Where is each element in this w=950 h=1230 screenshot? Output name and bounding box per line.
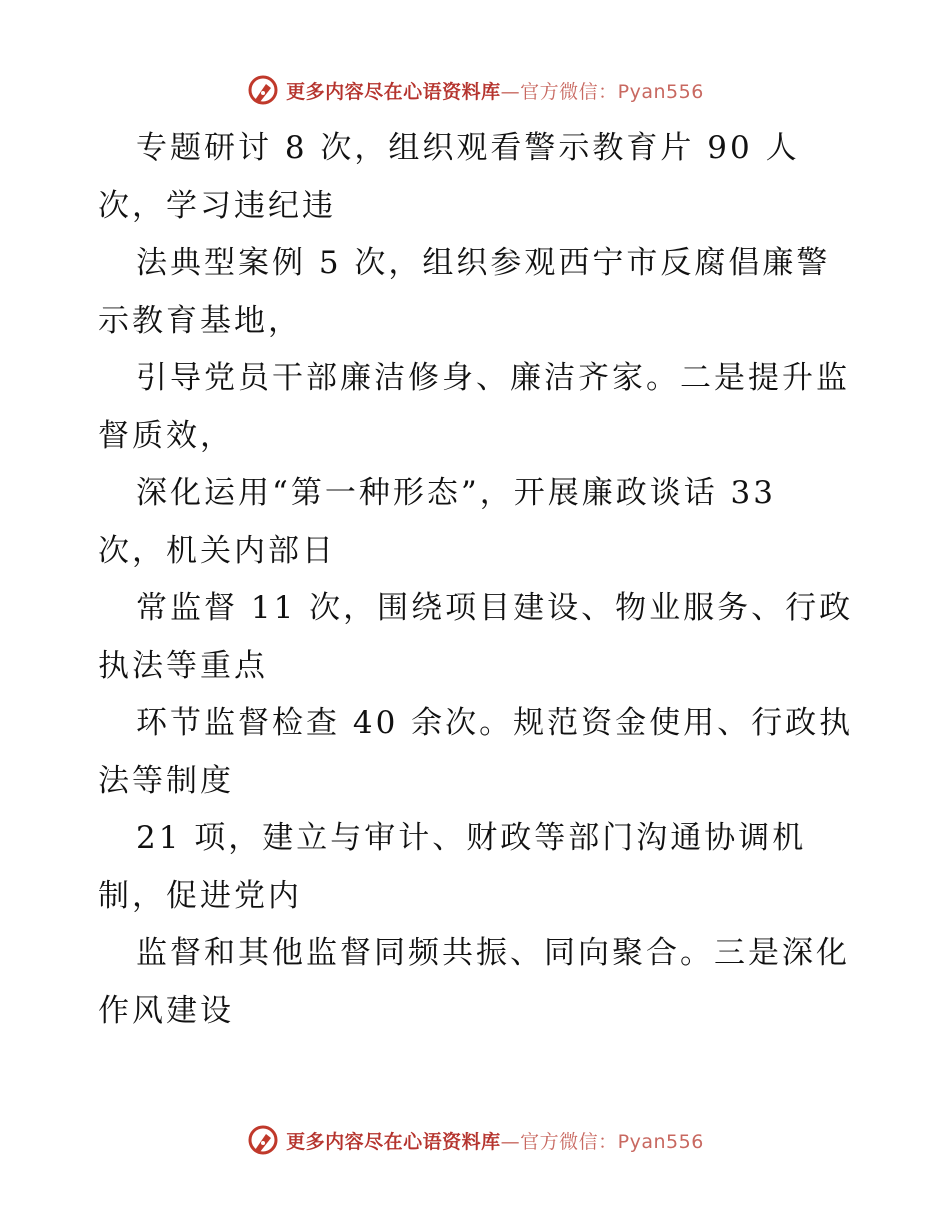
footer-banner-wechat: —官方微信：Pyan556	[500, 1130, 704, 1153]
pen-nib-logo-icon	[246, 1123, 280, 1157]
pen-nib-logo-icon	[246, 73, 280, 107]
body-line: 21 项，建立与审计、财政等部门沟通协调机	[136, 820, 807, 856]
header-banner-wechat: —官方微信：Pyan556	[500, 80, 704, 103]
body-line: 法典型案例 5 次，组织参观西宁市反腐倡廉警	[136, 245, 831, 281]
body-line: 常监督 11 次，围绕项目建设、物业服务、行政	[136, 590, 854, 626]
body-line: 深化运用“第一种形态”，开展廉政谈话 33	[136, 475, 776, 511]
body-line: 次，学习违纪违	[98, 187, 336, 224]
body-line: 作风建设	[98, 992, 234, 1029]
body-line: 督质效，	[98, 417, 234, 454]
body-line: 执法等重点	[98, 647, 268, 684]
footer-banner-site: 更多内容尽在心语资料库	[286, 1130, 501, 1153]
body-line: 环节监督检查 40 余次。规范资金使用、行政执	[136, 705, 854, 741]
body-line: 专题研讨 8 次，组织观看警示教育片 90 人	[136, 130, 800, 166]
body-line: 引导党员干部廉洁修身、廉洁齐家。二是提升监	[136, 360, 850, 396]
body-line: 示教育基地，	[98, 302, 302, 339]
header-banner	[0, 70, 950, 110]
document-body	[98, 120, 858, 1040]
header-banner-site: 更多内容尽在心语资料库	[286, 80, 501, 103]
body-line: 次，机关内部日	[98, 532, 336, 569]
header-banner-text	[286, 77, 704, 104]
footer-banner	[0, 1120, 950, 1160]
footer-banner-text	[286, 1127, 704, 1154]
body-line: 监督和其他监督同频共振、同向聚合。三是深化	[136, 935, 850, 971]
body-line: 制，促进党内	[98, 877, 302, 914]
body-line: 法等制度	[98, 762, 234, 799]
